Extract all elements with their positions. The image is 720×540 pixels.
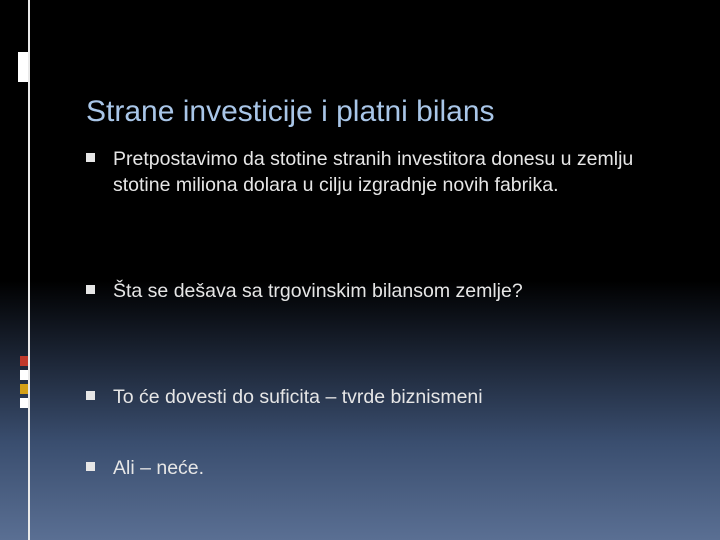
decorative-color-stack bbox=[20, 356, 28, 412]
square-bullet-icon bbox=[86, 391, 95, 400]
decorative-white-segment bbox=[20, 398, 28, 408]
decorative-white-block bbox=[18, 52, 28, 82]
bullet-item bbox=[86, 146, 646, 198]
decorative-accent-bar bbox=[10, 52, 13, 82]
bullet-text: To će dovesti do suficita – tvrde biznismeni bbox=[113, 386, 483, 408]
bullet-item bbox=[86, 278, 646, 304]
bullet-item bbox=[86, 384, 646, 410]
square-bullet-icon bbox=[86, 153, 95, 162]
decorative-red-segment bbox=[20, 356, 28, 366]
bullet-item bbox=[86, 455, 646, 481]
bullet-text: Ali – neće. bbox=[113, 457, 205, 479]
square-bullet-icon bbox=[86, 462, 95, 471]
decorative-vertical-line bbox=[28, 0, 30, 540]
decorative-yellow-segment bbox=[20, 384, 28, 394]
bullet-text: Pretpostavimo da stotine stranih investitora donesu u zemlju stotine miliona dolara u cilju izgradnje novih fabrika. bbox=[113, 148, 634, 196]
bullet-text: Šta se dešava sa trgovinskim bilansom zemlje? bbox=[113, 280, 523, 302]
square-bullet-icon bbox=[86, 285, 95, 294]
decorative-white-segment bbox=[20, 370, 28, 380]
slide-title: Strane investicije i platni bilans bbox=[86, 95, 495, 128]
